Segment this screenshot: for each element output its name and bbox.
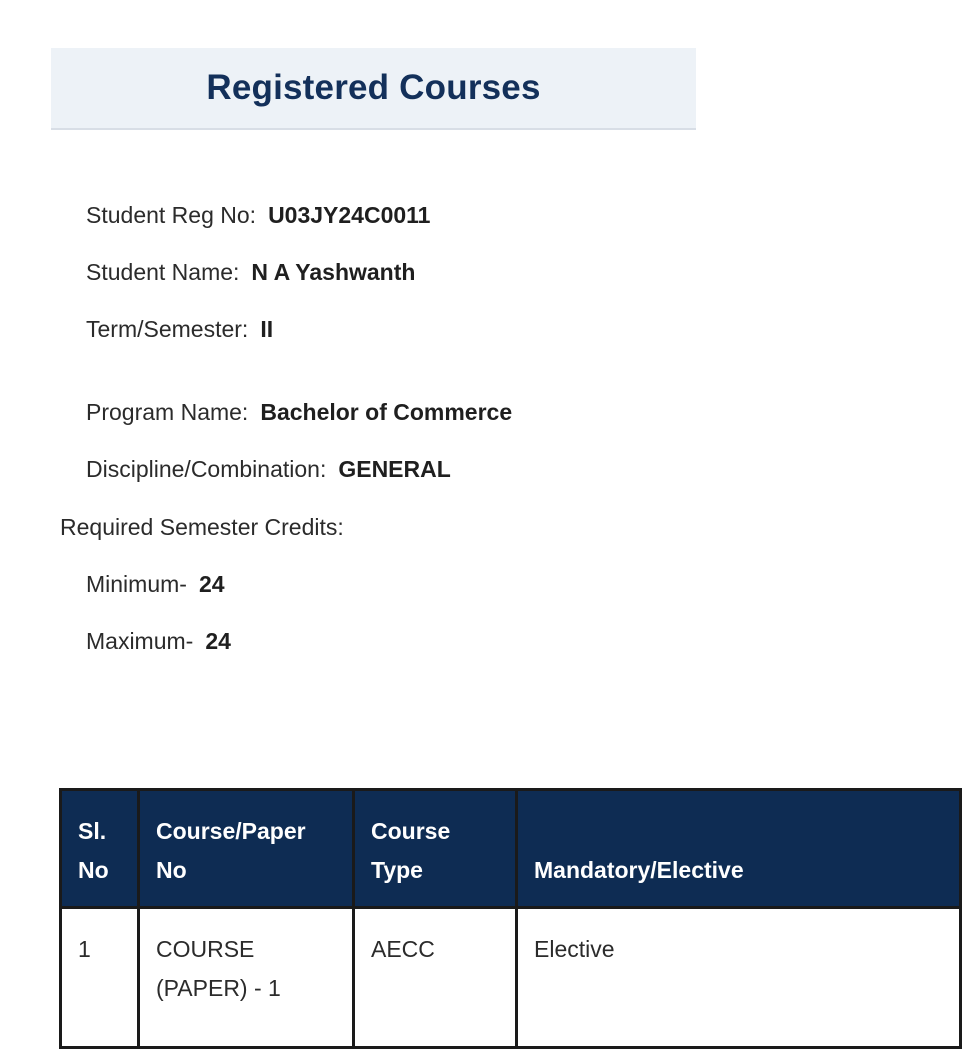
header-sl-no-text: Sl. No [78, 818, 109, 883]
header-course-type-text: Course Type [371, 818, 451, 883]
reg-no-label: Student Reg No: [86, 202, 257, 228]
cell-mandatory-elective [517, 908, 961, 1048]
discipline-label: Discipline/Combination: [86, 456, 327, 482]
reg-no-row [86, 202, 430, 229]
table-header-row [61, 790, 961, 908]
cell-course-type-text: AECC [371, 936, 435, 962]
credits-heading [60, 514, 344, 541]
header-course-paper-no-text: Course/Paper No [156, 818, 306, 883]
max-credits-row [86, 628, 231, 655]
term-row [86, 316, 273, 343]
student-name-value: N A Yashwanth [251, 259, 416, 285]
reg-no-value: U03JY24C0011 [268, 202, 431, 228]
courses-table [59, 788, 962, 1049]
student-name-row [86, 259, 415, 286]
header-sl-no [61, 790, 139, 908]
header-course-paper-no [139, 790, 354, 908]
program-label: Program Name: [86, 399, 249, 425]
courses-table-container[interactable] [59, 788, 744, 1024]
header-mandatory-elective-text: Mandatory/Elective [534, 857, 744, 883]
term-label: Term/Semester: [86, 316, 249, 342]
page-header [51, 48, 696, 130]
header-mandatory-elective [517, 790, 961, 908]
page-title: Registered Courses [206, 68, 541, 107]
header-course-type [354, 790, 517, 908]
program-value: Bachelor of Commerce [260, 399, 513, 425]
min-credits-row [86, 571, 225, 598]
cell-sl-no [61, 908, 139, 1048]
table-row [61, 908, 961, 1048]
discipline-row [86, 456, 451, 483]
min-credits-label: Minimum- [86, 571, 187, 597]
max-credits-label: Maximum- [86, 628, 194, 654]
max-credits-value: 24 [205, 628, 231, 654]
cell-course-type [354, 908, 517, 1048]
term-value: II [260, 316, 274, 342]
credits-heading-label: Required Semester Credits: [60, 514, 344, 540]
student-name-label: Student Name: [86, 259, 240, 285]
cell-mandatory-elective-text: Elective [534, 936, 615, 962]
discipline-value: GENERAL [338, 456, 451, 482]
cell-course-paper-no [139, 908, 354, 1048]
cell-course-paper-no-text: COURSE (PAPER) - 1 [156, 936, 281, 1001]
cell-sl-no-text: 1 [78, 936, 91, 962]
program-row [86, 399, 512, 426]
min-credits-value: 24 [198, 571, 225, 597]
